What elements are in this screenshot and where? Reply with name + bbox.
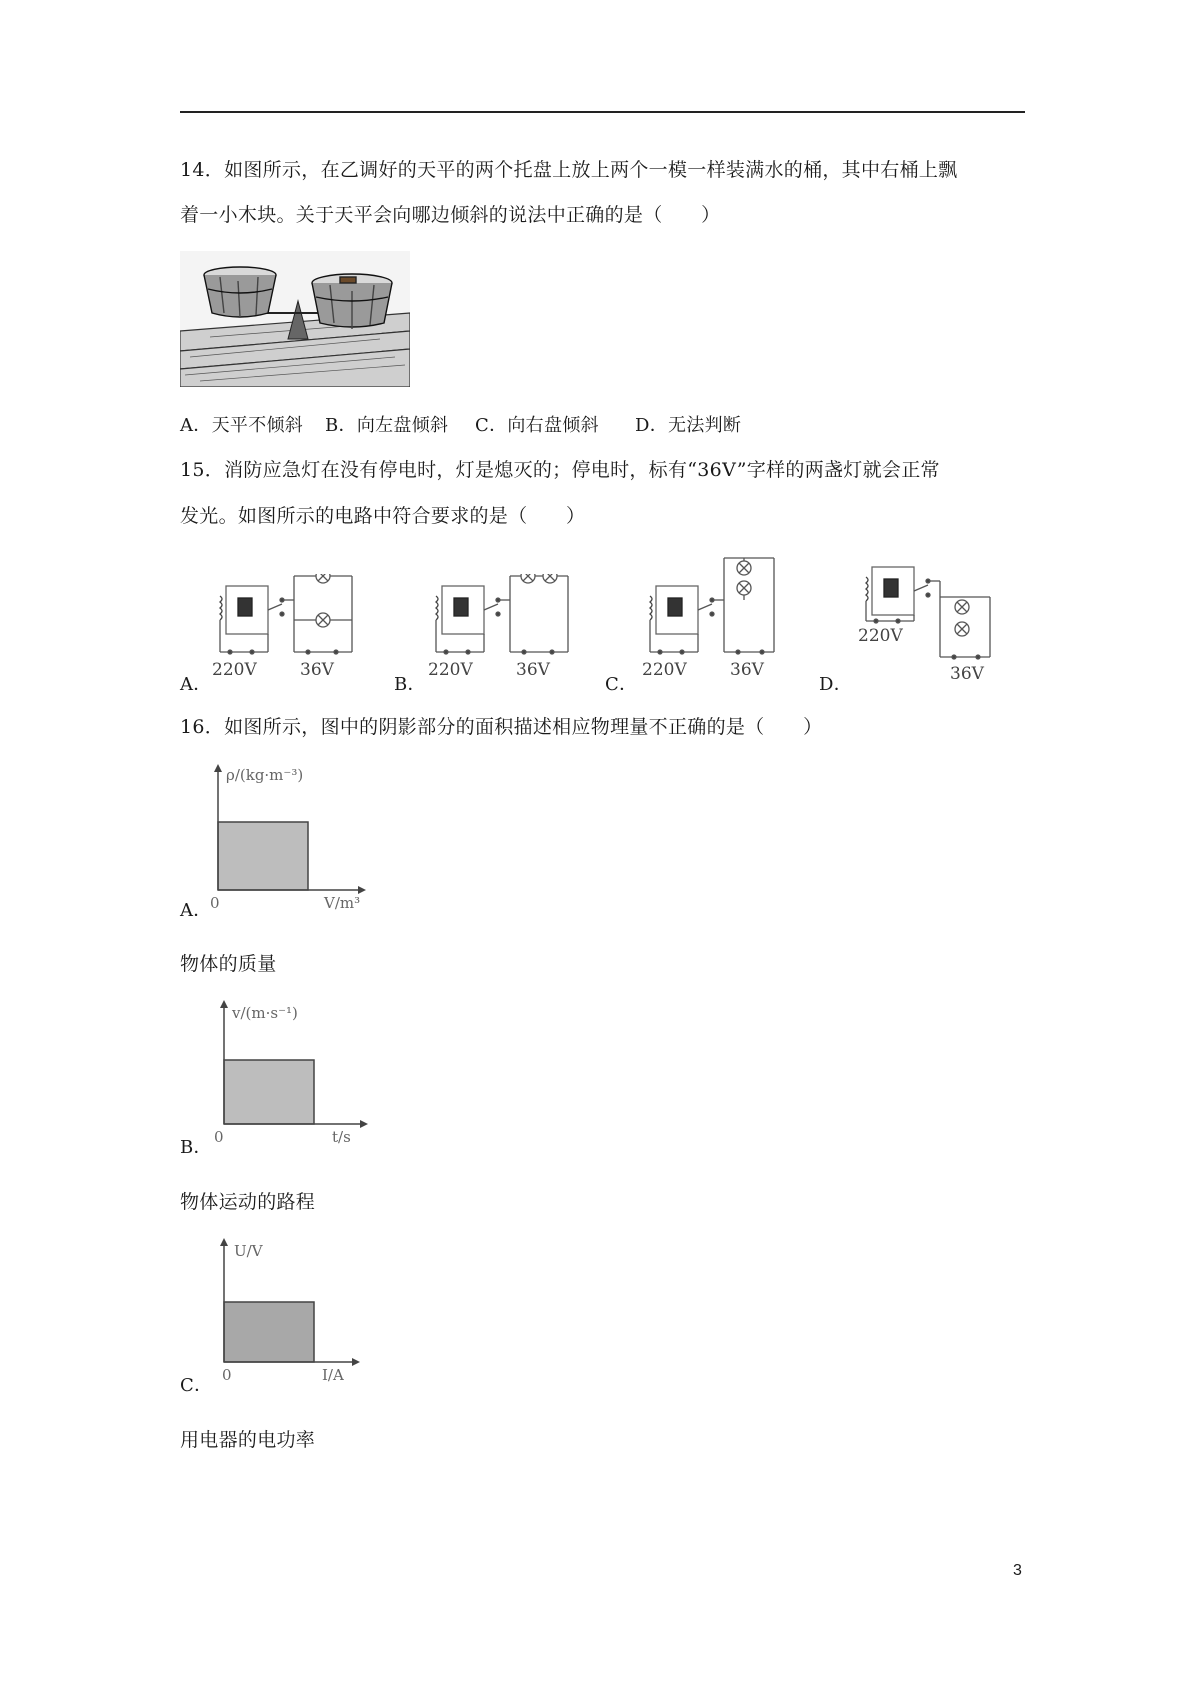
q14-option-c: C．向右盘倾斜	[475, 415, 599, 436]
circuit-a-220v-label: 220V	[212, 660, 257, 680]
graph-b-x-axis-label: t/s	[332, 1128, 351, 1146]
graph-b-y-axis-label: v/(m·s⁻¹)	[232, 1004, 298, 1022]
graph-c-x-axis-label: I/A	[322, 1366, 344, 1384]
q15-text-line2: 发光。如图所示的电路中符合要求的是（ ）	[180, 505, 586, 527]
balance-buckets-image	[180, 251, 410, 387]
q15-text-line1: 15．消防应急灯在没有停电时，灯是熄灭的；停电时，标有“36V”字样的两盏灯就会正常	[180, 459, 940, 481]
circuit-b-36v-label: 36V	[516, 660, 550, 680]
q14-option-a: A．天平不倾斜	[180, 415, 304, 436]
q16-label-c: C．	[180, 1375, 213, 1396]
q15-label-c: C．	[605, 674, 638, 695]
graph-a-x-axis-label: V/m³	[324, 894, 361, 912]
circuit-b-220v-label: 220V	[428, 660, 473, 680]
q14-text-line1: 14．如图所示，在乙调好的天平的两个托盘上放上两个一模一样装满水的桶，其中右桶上飘	[180, 159, 958, 181]
graph-c-y-axis-label: U/V	[234, 1242, 263, 1260]
q14-option-d: D．无法判断	[635, 415, 742, 436]
circuit-d-220v-label: 220V	[858, 626, 903, 646]
circuit-a-36v-label: 36V	[300, 660, 334, 680]
circuit-c-220v-label: 220V	[642, 660, 687, 680]
graph-a	[208, 762, 383, 912]
q15-label-b: B．	[394, 674, 426, 695]
circuit-d	[858, 561, 1018, 687]
circuit-a	[212, 574, 372, 684]
graph-b-origin-label: 0	[214, 1128, 224, 1146]
circuit-c	[642, 556, 802, 684]
q15-label-d: D．	[819, 674, 853, 695]
q16-text-line1: 16．如图所示，图中的阴影部分的面积描述相应物理量不正确的是（ ）	[180, 716, 823, 738]
graph-a-y-axis-label: ρ/(kg·m⁻³)	[226, 766, 304, 784]
q15-label-a: A．	[180, 674, 212, 695]
page-number: 3	[1013, 1562, 1022, 1579]
header-rule	[180, 111, 1025, 113]
q14-option-b: B．向左盘倾斜	[325, 415, 449, 436]
graph-a-shaded-area	[218, 822, 308, 890]
graph-c	[210, 1234, 385, 1386]
graph-a-origin-label: 0	[210, 894, 220, 912]
q14-text-line2: 着一小木块。关于天平会向哪边倾斜的说法中正确的是（ ）	[180, 204, 721, 226]
circuit-b	[428, 574, 588, 684]
q16-label-b: B．	[180, 1137, 212, 1158]
circuit-d-36v-label: 36V	[950, 664, 984, 684]
q16-label-a: A．	[180, 900, 212, 921]
graph-b-shaded-area	[224, 1060, 314, 1124]
q16-caption-c: 用电器的电功率	[180, 1429, 316, 1451]
graph-b	[210, 996, 385, 1148]
graph-c-shaded-area	[224, 1302, 314, 1362]
circuit-c-36v-label: 36V	[730, 660, 764, 680]
q16-caption-a: 物体的质量	[180, 953, 277, 975]
graph-c-origin-label: 0	[222, 1366, 232, 1384]
q16-caption-b: 物体运动的路程	[180, 1191, 316, 1213]
